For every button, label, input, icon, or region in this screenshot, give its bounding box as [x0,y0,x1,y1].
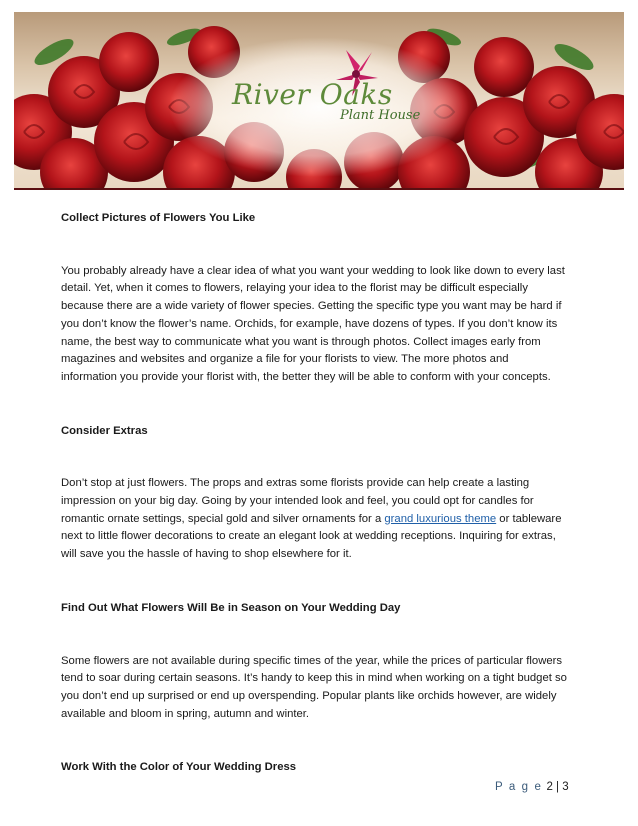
text-line: you don’t know the flower’s name. Orchids, for example, have dozens of types. If you don’t know its [61,317,558,330]
section-heading: Collect Pictures of Flowers You Like [61,212,256,224]
text-line: impression on your big day. Going by your intended look and feel, you could opt for candles for [61,495,534,508]
grand-luxurious-theme-link[interactable]: grand luxurious theme [384,512,497,525]
text-line: name, the best way to communicate what you want is through photos. Collect images early from [61,335,541,348]
logo-title: River Oaks [232,78,393,111]
page-footer [495,781,569,793]
paragraph [61,263,581,387]
text-line: you don’t end up surprised or end up overspending. Popular plants like orchids however, are widely [61,689,557,702]
paragraph [61,475,581,564]
logo-subtitle: Plant House [340,108,421,123]
text-line: next to little flower decorations to create an elegant look at wedding receptions. Inquiring for extras, [61,530,556,543]
paragraph [61,653,581,724]
logo [232,78,442,138]
text-line: You probably already have a clear idea of what you want your wedding to look like down to every last [61,264,565,277]
text-line: will save you the hassle of having to shop elsewhere for it. [61,548,352,561]
text-line: tend to soar during certain seasons. It’s handy to keep this in mind when working on a tight budget so [61,672,567,685]
text-line: magazines and websites and organize a file for your florists to view. The more photos and [61,353,509,366]
text-line: information you provide your florist with, the better they will be able to conform with your concepts. [61,370,551,383]
page-number: 2 | 3 [546,781,569,793]
text-segment: or tableware [496,512,562,525]
page-content [61,210,581,777]
section-heading: Consider Extras [61,424,148,437]
text-line: Don’t stop at just flowers. The props and extras some florists provide can help create a lasting [61,477,530,490]
text-line: available and bloom in spring, autumn and winter. [61,707,310,720]
text-line: because there are a wide variety of flower species. Getting the specific type you want may be hard if [61,300,562,313]
text-line: detail. Yet, when it comes to flowers, relaying your idea to the florist may be difficult especially [61,282,528,295]
text-line: Some flowers are not available during specific times of the year, while the prices of particular flowers [61,654,563,667]
section-heading: Work With the Color of Your Wedding Dress [61,761,297,774]
text-line-with-link [61,511,581,529]
section-heading: Find Out What Flowers Will Be in Season on Your Wedding Day [61,601,401,614]
page-label: P a g e [495,781,543,793]
text-segment: romantic ornate settings, special gold and silver ornaments for a [61,512,385,525]
header-banner [14,12,624,190]
